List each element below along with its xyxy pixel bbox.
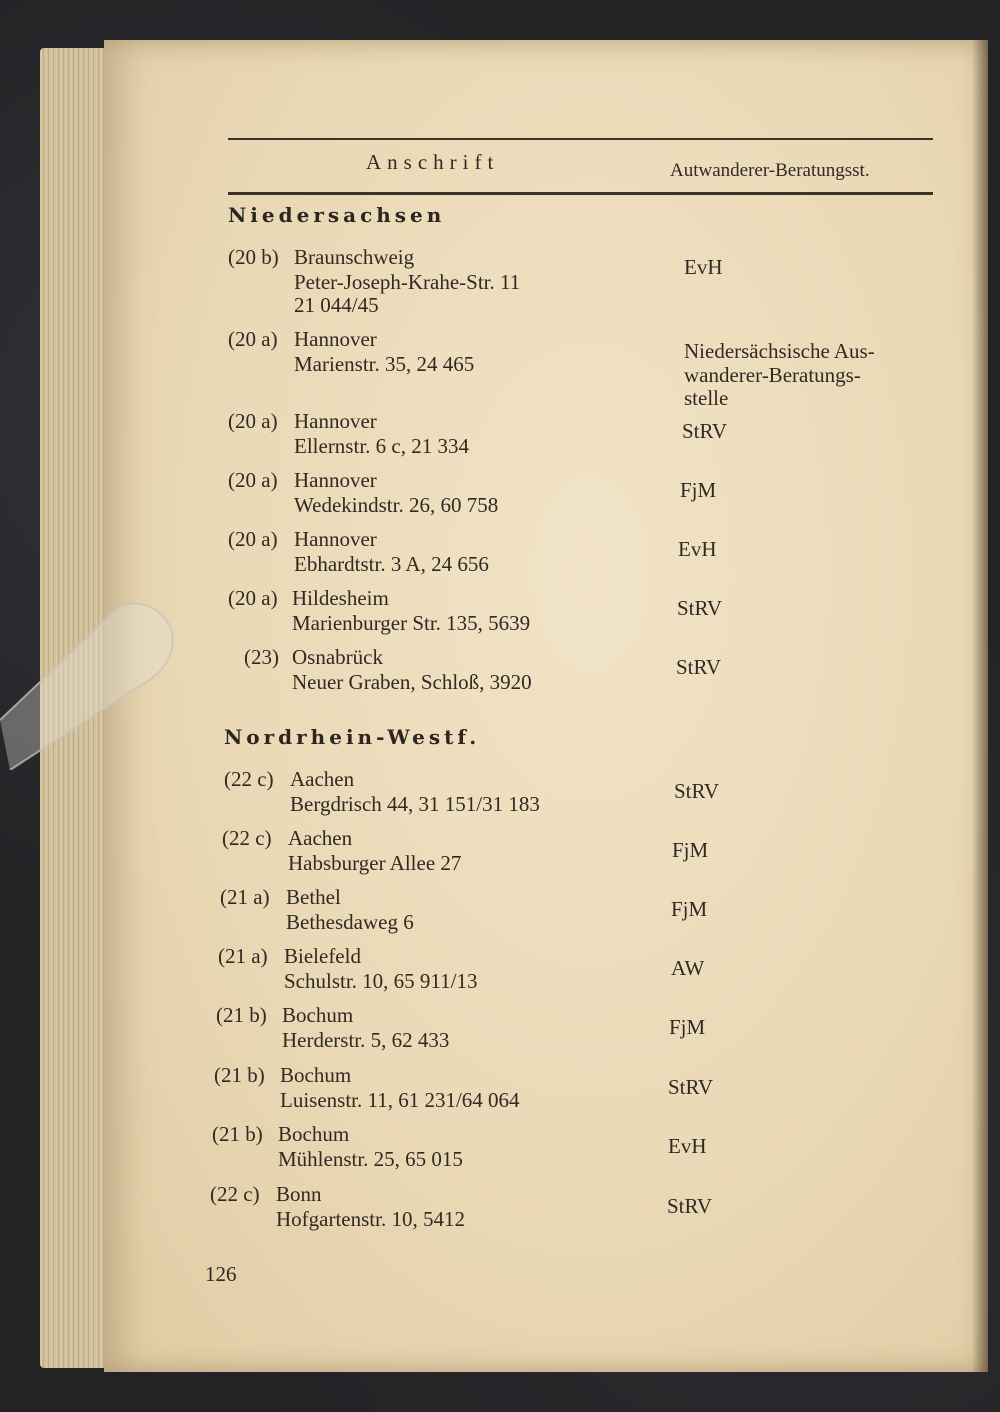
city: Aachen xyxy=(288,826,353,850)
office-code: FjM xyxy=(680,478,717,502)
region-code: (20 a) xyxy=(228,527,278,551)
address: Hofgartenstr. 10, 5412 xyxy=(276,1207,465,1231)
office-code: StRV xyxy=(682,419,728,443)
address: Bethesdaweg 6 xyxy=(286,910,414,934)
office-code: EvH xyxy=(678,537,717,561)
office-code: StRV xyxy=(667,1194,713,1218)
region-code: (21 b) xyxy=(212,1122,263,1146)
office-line: wanderer-Beratungs- xyxy=(684,363,861,387)
region-code: (23) xyxy=(244,645,279,669)
region-code: (21 b) xyxy=(214,1063,265,1087)
address: Bergdrisch 44, 31 151/31 183 xyxy=(290,792,540,816)
address: Schulstr. 10, 65 911/13 xyxy=(284,969,478,993)
city: Osnabrück xyxy=(292,645,383,669)
office-code: StRV xyxy=(676,655,722,679)
address: Habsburger Allee 27 xyxy=(288,851,462,875)
office-code: EvH xyxy=(684,255,723,279)
page-number: 126 xyxy=(205,1262,237,1286)
office-code: StRV xyxy=(674,779,720,803)
office-code: FjM xyxy=(672,838,709,862)
region-code: (20 b) xyxy=(228,245,279,269)
column-header-office: Autwanderer-Beratungsst. xyxy=(670,160,870,181)
city: Bonn xyxy=(276,1182,322,1206)
region-code: (22 c) xyxy=(222,826,272,850)
region-code: (22 c) xyxy=(210,1182,260,1206)
office-code: EvH xyxy=(668,1134,707,1158)
city: Bochum xyxy=(282,1003,354,1027)
section-heading-nordrhein-westfalen: Nordrhein-Westf. xyxy=(224,725,481,749)
region-code: (20 a) xyxy=(228,468,278,492)
office-code: FjM xyxy=(671,897,708,921)
region-code: (21 a) xyxy=(220,885,270,909)
office-line: Niedersächsische Aus- xyxy=(684,339,875,363)
city: Bochum xyxy=(278,1122,350,1146)
region-code: (20 a) xyxy=(228,409,278,433)
address: Marienburger Str. 135, 5639 xyxy=(292,611,531,635)
address: Wedekindstr. 26, 60 758 xyxy=(294,493,499,517)
city: Hannover xyxy=(294,327,377,351)
column-header-address: Anschrift xyxy=(366,150,500,174)
city: Bielefeld xyxy=(284,944,361,968)
office-line: stelle xyxy=(684,386,729,410)
book-page xyxy=(104,40,988,1372)
city: Hannover xyxy=(294,527,377,551)
region-code: (22 c) xyxy=(224,767,274,791)
address: Herderstr. 5, 62 433 xyxy=(282,1028,450,1052)
section-heading-niedersachsen: Niedersachsen xyxy=(228,203,446,227)
city: Bochum xyxy=(280,1063,352,1087)
office-code: FjM xyxy=(669,1015,706,1039)
address: Peter-Joseph-Krahe-Str. 11 xyxy=(294,270,521,294)
address: Ellernstr. 6 c, 21 334 xyxy=(294,434,469,458)
header-rule-top xyxy=(228,138,933,140)
address: Luisenstr. 11, 61 231/64 064 xyxy=(280,1088,520,1112)
office-code: StRV xyxy=(677,596,723,620)
address: Mühlenstr. 25, 65 015 xyxy=(278,1147,463,1171)
address: Ebhardtstr. 3 A, 24 656 xyxy=(294,552,489,576)
region-code: (21 a) xyxy=(218,944,268,968)
city: Braunschweig xyxy=(294,245,415,269)
spine-shadow xyxy=(972,40,988,1372)
city: Aachen xyxy=(290,767,355,791)
region-code: (20 a) xyxy=(228,327,278,351)
address: Marienstr. 35, 24 465 xyxy=(294,352,475,376)
region-code: (21 b) xyxy=(216,1003,267,1027)
office-code: AW xyxy=(671,956,705,980)
city: Hildesheim xyxy=(292,586,389,610)
region-code: (20 a) xyxy=(228,586,278,610)
address: Neuer Graben, Schloß, 3920 xyxy=(292,670,532,694)
phone: 21 044/45 xyxy=(294,293,379,317)
city: Bethel xyxy=(286,885,341,909)
city: Hannover xyxy=(294,468,377,492)
city: Hannover xyxy=(294,409,377,433)
office-code: StRV xyxy=(668,1075,714,1099)
header-rule-bottom xyxy=(228,192,933,195)
